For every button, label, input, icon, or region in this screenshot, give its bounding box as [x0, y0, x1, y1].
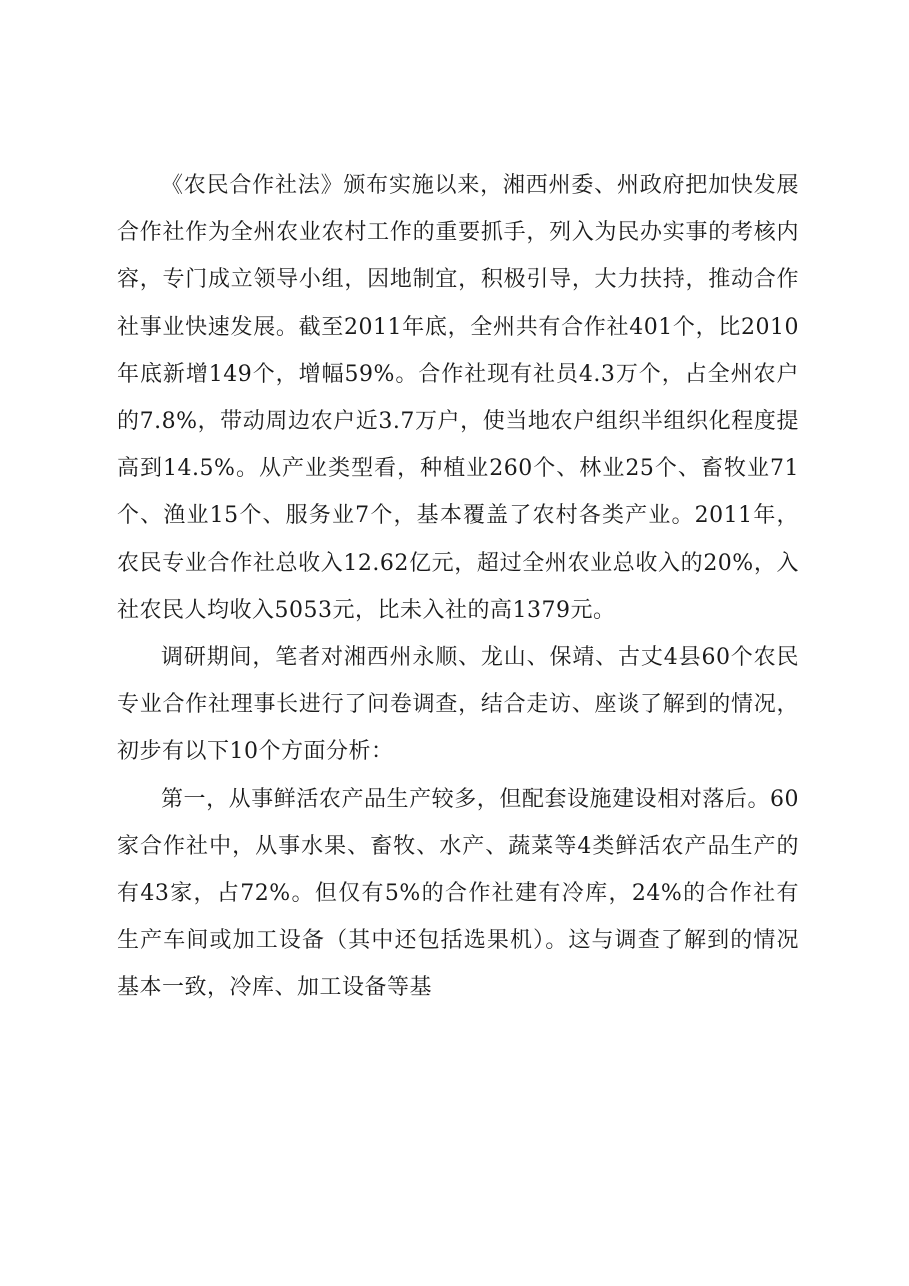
paragraph-survey-intro: 调研期间，笔者对湘西州永顺、龙山、保靖、古丈4县60个农民专业合作社理事长进行了问卷调查，结合走访、座谈了解到的情况，初步有以下10个方面分析：: [117, 645, 799, 765]
paragraph-finding-one: 第一，从事鲜活农产品生产较多，但配套设施建设相对落后。60家合作社中，从事水果、畜牧、水产、蔬菜等4类鲜活农产品生产的有43家，占72%。但仅有5%的合作社建有冷库，24%的合作社有生产车间或加工设备（其中还包括选果机）。这与调查了解到的情况基本一致，冷库、加工设备等基: [117, 786, 799, 1001]
body-text: [117, 162, 799, 1012]
paragraph-cooperative-overview: 《农民合作社法》颁布实施以来，湘西州委、州政府把加快发展合作社作为全州农业农村工作的重要抓手，列入为民办实事的考核内容，专门成立领导小组，因地制宜，积极引导，大力扶持，推动合作社事业快速发展。截至2011年底，全州共有合作社401个，比2010年底新增149个，增幅59%。合作社现有社员4.3万个，占全州农户的7.8%，带动周边农户近3.7万户，使当地农户组织半组织化程度提高到14.5%。从产业类型看，种植业260个、林业25个、畜牧业71个、渔业15个、服务业7个，基本覆盖了农村各类产业。2011年，农民专业合作社总收入12.62亿元，超过全州农业总收入的20%，入社农民人均收入5053元，比未入社的高1379元。: [117, 173, 799, 623]
